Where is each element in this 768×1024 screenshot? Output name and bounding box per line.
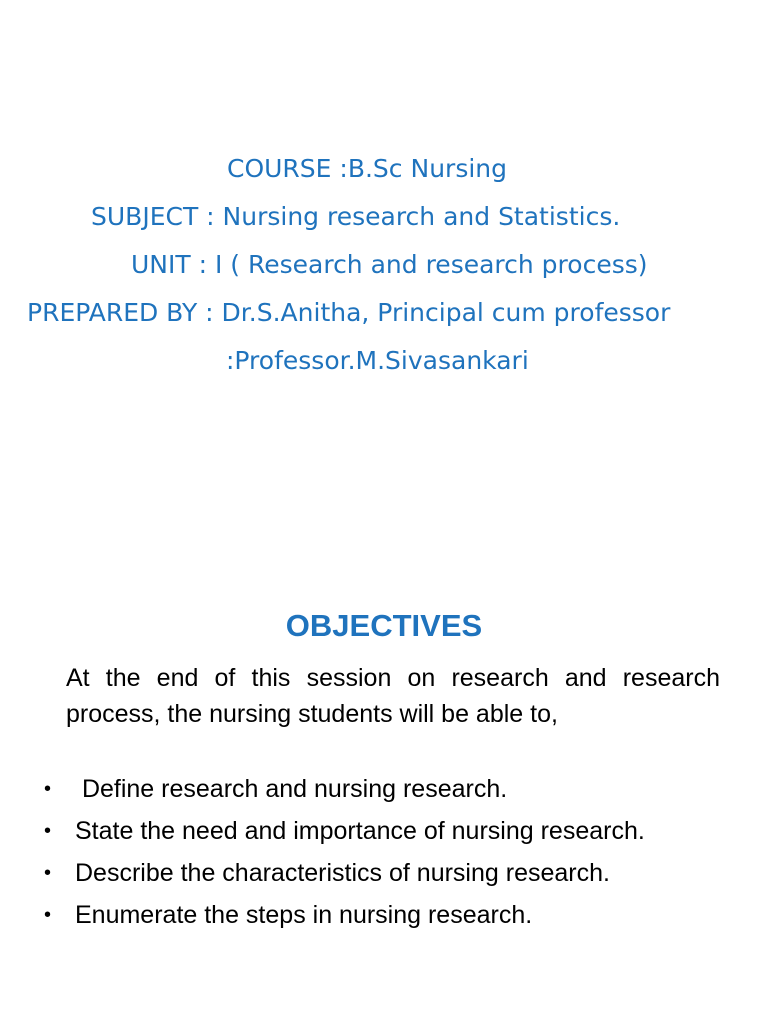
objective-text: Describe the characteristics of nursing research.	[75, 859, 610, 887]
objective-text: Define research and nursing research.	[75, 775, 508, 803]
objectives-heading: OBJECTIVES	[285, 608, 483, 643]
bullet-icon: •	[44, 904, 52, 926]
list-item	[44, 772, 720, 807]
objectives-intro: At the end of this session on research and research process, the nursing students will be able to,	[66, 664, 720, 728]
list-item	[44, 814, 720, 849]
objectives-list	[44, 772, 720, 940]
objective-text: Enumerate the steps in nursing research.	[75, 901, 533, 929]
list-item	[44, 856, 720, 891]
bullet-icon: •	[44, 862, 52, 884]
objective-text: State the need and importance of nursing research.	[75, 817, 645, 845]
prepared-by-line: PREPARED BY : Dr.S.Anitha, Principal cum professor	[27, 298, 671, 327]
bullet-icon: •	[44, 778, 52, 800]
co-author-line: :Professor.M.Sivasankari	[226, 346, 529, 375]
subject-line: SUBJECT : Nursing research and Statistics.	[91, 202, 621, 231]
unit-line: UNIT : I ( Research and research process)	[131, 250, 648, 279]
objectives-slide	[0, 570, 768, 1024]
list-item	[44, 898, 720, 933]
bullet-icon: •	[44, 820, 52, 842]
course-line: COURSE :B.Sc Nursing	[227, 154, 508, 183]
